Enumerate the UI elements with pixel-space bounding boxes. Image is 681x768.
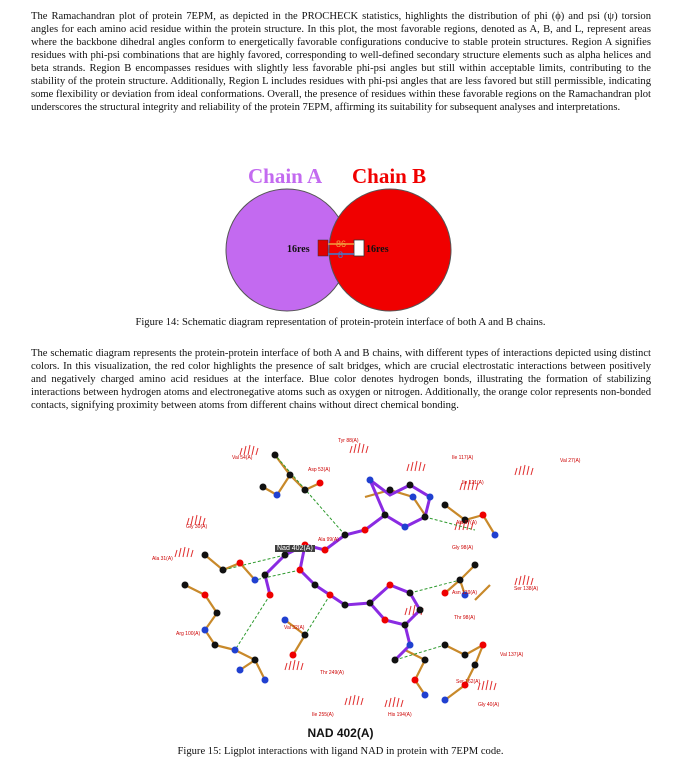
residue-label-2: Asp 53(A) — [308, 467, 331, 473]
ligplot-diagram — [145, 435, 565, 725]
residue-label-16: Val 137(A) — [500, 652, 524, 658]
residue-label-17: Thr 249(A) — [320, 670, 344, 676]
residue-label-3: Ile 117(A) — [452, 455, 474, 461]
interface-diagram — [200, 188, 480, 313]
ligand-label: Nad 402(A) — [277, 545, 313, 552]
ligand-bonds — [265, 480, 430, 660]
atoms — [182, 452, 499, 704]
hbond-count: 8 — [338, 250, 344, 260]
chain-a-interface-box — [318, 240, 328, 256]
chain-a-res: 16res — [287, 244, 310, 255]
residue-label-13: Thr 98(A) — [454, 615, 476, 621]
residue-label-18: Ser 162(A) — [456, 679, 481, 685]
residue-label-6: Gly 30(A) — [186, 524, 208, 530]
residue-label-9: Gly 98(A) — [452, 545, 474, 551]
residue-label-21: His 194(A) — [388, 712, 412, 718]
paragraph-ramachandran: The Ramachandran plot of protein 7EPM, as depicted in the PROCHECK statistics, highlights the distribution of phi (ϕ) and psi (ψ) torsion angles for each amino acid residue within the protein structure. In this plot, the most favorable regions, denoted as A, B, and L, represent areas where the backbone dihedral angles conform to energetically favorable configurations conducive to stable protein structures. Region A signifies residues with phi-psi combinations that are highly favored, corresponding to well-defined secondary structure elements such as alpha helices and beta strands. Region B encompasses residues with slightly less favorable phi-psi angles but still within acceptable limits, contributing to the stability of the protein structure. Additionally, Region L includes residues with phi-psi angles that are less favored but still permissible, indicating some flexibility or deviation from ideal conformations. Overall, the presence of residues within these favorable regions on the Ramachandran plot underscores the structural integrity and reliability of the protein 7EPM, affirming its suitability for subsequent analyses and interpretations. — [31, 11, 651, 113]
figure-14-caption: Figure 14: Schematic diagram representation of protein-protein interface of both A and B chains. — [135, 317, 546, 328]
ligplot-title: NAD 402(A) — [307, 726, 374, 740]
residue-label-10: Ala 31(A) — [152, 556, 173, 562]
chain-a-title: Chain A — [248, 164, 323, 188]
residue-label-8: Ala 97(A) — [456, 520, 477, 526]
chain-b-circle — [329, 189, 451, 311]
chain-b-title: Chain B — [352, 164, 427, 188]
residue-bonds — [185, 455, 495, 700]
paragraph-interface: The schematic diagram represents the protein-protein interface of both A and B chains, with different types of interactions depicted using distinct colors. In this visualization, the red color highlights the presence of salt bridges, which are crucial electrostatic interactions between positively and negatively charged amino acid residues at the interface. Blue color denotes hydrogen bonds, illustrating the formation of stabilizing interactions between hydrogen atoms and electronegative atoms such as oxygen or nitrogen. Additionally, the orange color represents non-bonded contacts, signifying proximity between atoms from different chains without direct chemical bonding. — [31, 348, 651, 411]
residue-label-15: Val 32(A) — [284, 625, 305, 631]
residue-label-12: Ser 138(A) — [514, 586, 539, 592]
chain-b-res: 16res — [366, 244, 389, 255]
residue-label-11: Asn 139(A) — [452, 590, 478, 596]
figure-15-caption: Figure 15: Ligplot interactions with ligand NAD in protein with 7EPM code. — [177, 746, 504, 757]
chain-b-interface-box — [354, 240, 364, 256]
residue-label-19: Gly 40(A) — [478, 702, 500, 708]
residue-label-7: Ala 99(A) — [318, 537, 339, 543]
residue-label-20: Ile 255(A) — [312, 712, 334, 718]
residue-label-5: Ile 121(A) — [462, 480, 484, 486]
nonbonded-count: 86 — [336, 239, 347, 249]
residue-label-14: Arg 100(A) — [176, 631, 201, 637]
residue-label-1: Val 54(A) — [232, 455, 253, 461]
residue-label-0: Tyr 88(A) — [338, 438, 359, 444]
residue-label-4: Val 27(A) — [560, 458, 581, 464]
